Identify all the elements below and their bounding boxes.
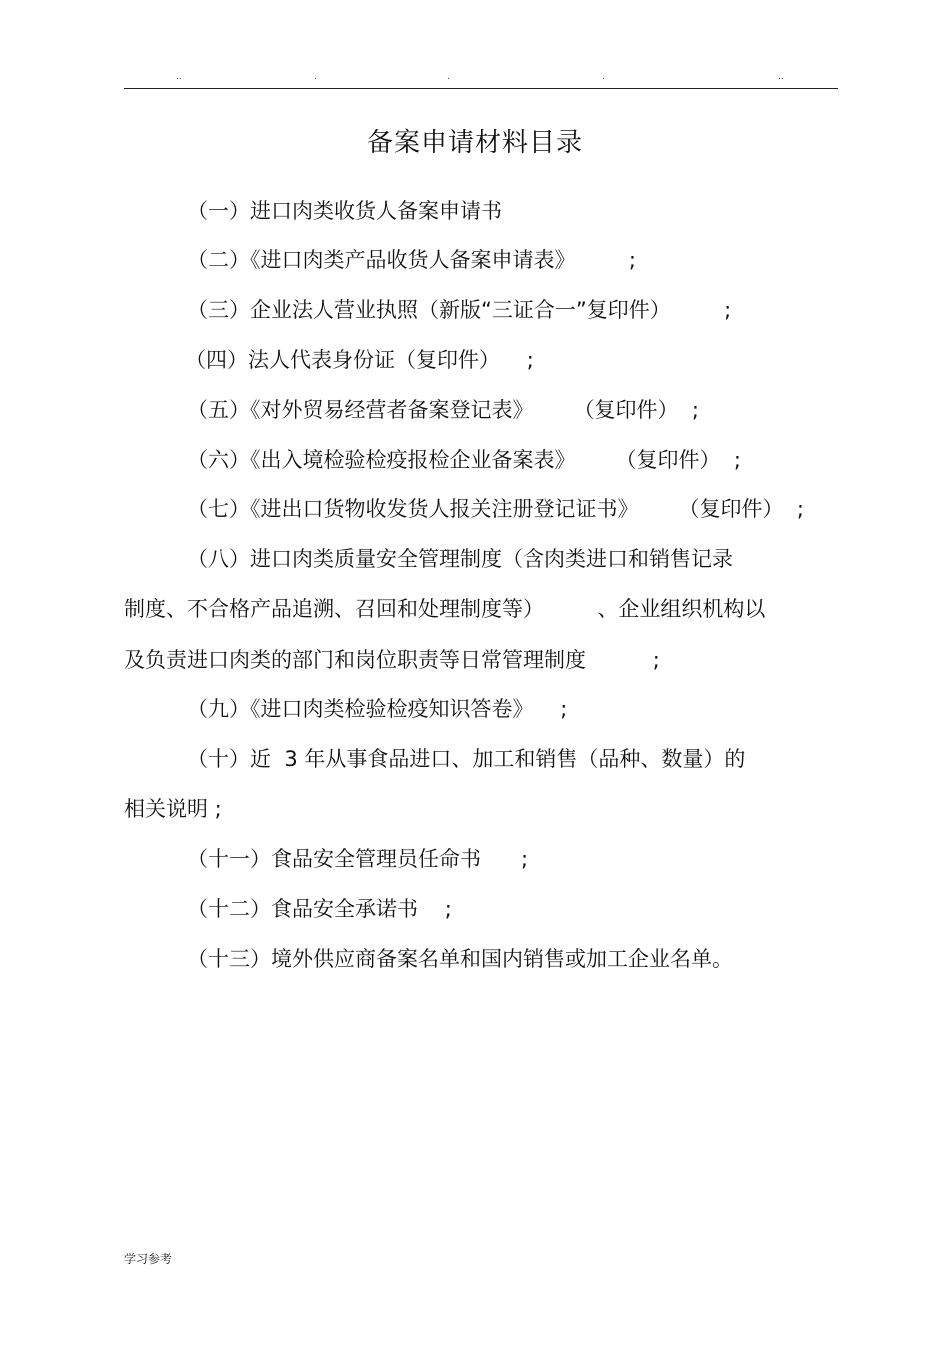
list-item-continuation: 制度、不合格产品追溯、召回和处理制度等） 、企业组织机构以 <box>124 597 766 621</box>
list-item: （十二）食品安全承诺书 ; <box>187 897 452 921</box>
list-item: （十三）境外供应商备案名单和国内销售或加工企业名单。 <box>187 947 733 971</box>
list-item: （四）法人代表身份证（复印件） ; <box>185 348 534 372</box>
header-dot: . <box>602 72 605 82</box>
list-item: （五）《对外贸易经营者备案登记表》 （复印件） ; <box>187 398 699 422</box>
list-item: （三）企业法人营业执照（新版“三证合一”复印件） ; <box>187 298 732 322</box>
list-item: （二）《进口肉类产品收货人备案申请表》 ; <box>187 248 636 272</box>
footer-label: 学习参考 <box>124 1252 173 1266</box>
list-item: （十一）食品安全管理员任命书 ; <box>187 847 529 871</box>
header-dot: . <box>447 72 450 82</box>
header-dot: .. <box>778 72 784 82</box>
header-dots <box>124 72 838 84</box>
list-item: （九）《进口肉类检验检疫知识答卷》 ; <box>187 697 568 721</box>
header-dot: .. <box>176 72 182 82</box>
list-item-continuation: 及负责进口肉类的部门和岗位职责等日常管理制度 ; <box>124 648 660 672</box>
list-item: （八）进口肉类质量安全管理制度（含肉类进口和销售记录 <box>187 547 733 571</box>
list-item: （七）《进出口货物收发货人报关注册登记证书》 （复印件） ; <box>187 497 804 521</box>
list-item: （十）近 3 年从事食品进口、加工和销售（品种、数量）的 <box>187 747 746 771</box>
header-rule <box>124 88 838 89</box>
list-item: （六）《出入境检验检疫报检企业备案表》 （复印件） ; <box>187 448 741 472</box>
list-item: （一）进口肉类收货人备案申请书 <box>187 199 502 223</box>
document-title: 备案申请材料目录 <box>366 128 583 158</box>
header-dot: . <box>314 72 317 82</box>
list-item-continuation: 相关说明 ; <box>124 797 222 821</box>
